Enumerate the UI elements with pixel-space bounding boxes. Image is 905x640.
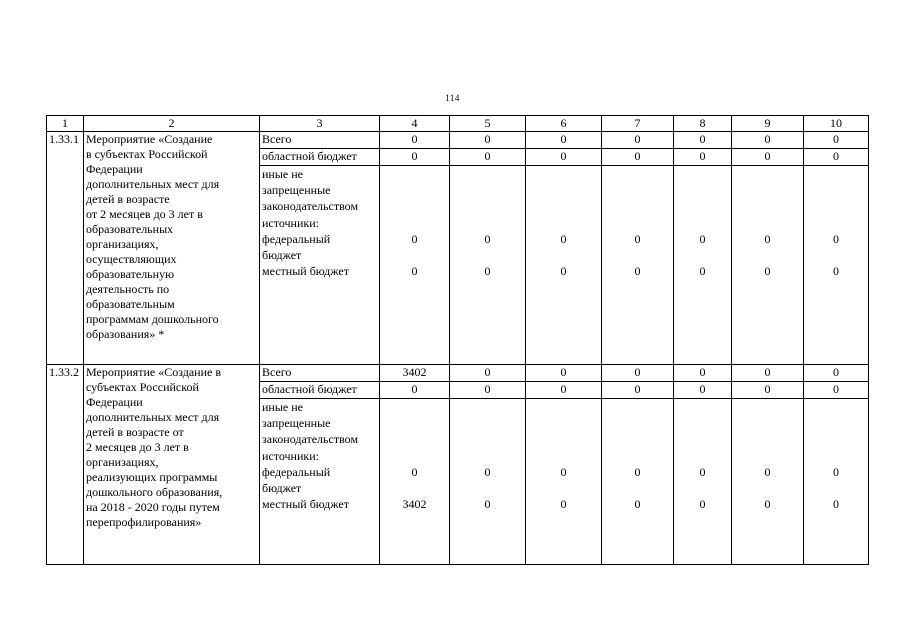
value-cell: 0 [526, 132, 602, 149]
federal-value: 0 [833, 231, 839, 246]
source-label-line: бюджет [262, 481, 302, 496]
federal-value: 0 [634, 464, 641, 479]
value-cell-other [526, 399, 602, 565]
source-label-line: источники: [262, 215, 319, 230]
federal-value: 0 [560, 231, 567, 246]
description-line: 2 месяцев до 3 лет в [86, 440, 189, 454]
value-cell-other [674, 166, 732, 365]
local-value: 3402 [402, 497, 427, 512]
federal-value: 0 [560, 464, 567, 479]
value-cell: 0 [804, 149, 869, 166]
federal-value: 0 [764, 231, 771, 246]
value-cell-other [804, 166, 869, 365]
local-value: 0 [484, 497, 491, 512]
description-line: деятельность по [86, 282, 170, 296]
description-line: организациях, [86, 455, 159, 469]
table-row [47, 365, 869, 382]
source-label-line: бюджет [262, 248, 302, 263]
description-line: на 2018 - 2020 годы путем [86, 500, 220, 514]
federal-value: 0 [764, 464, 771, 479]
header-row [47, 116, 869, 132]
value-cell-other [804, 399, 869, 565]
value-cell-other [732, 166, 804, 365]
value-cell: 0 [450, 132, 526, 149]
description-line: дошкольного образования, [86, 485, 223, 499]
source-label-total: Всего [260, 365, 380, 382]
source-label-other [260, 166, 380, 365]
local-value: 0 [764, 497, 771, 512]
value-cell: 0 [526, 365, 602, 382]
description-line: осуществляющих [86, 252, 177, 266]
column-header: 8 [674, 116, 732, 132]
value-cell-other [526, 166, 602, 365]
description-line: Мероприятие «Создание в [86, 365, 221, 379]
local-value: 0 [484, 264, 491, 279]
source-label-other [260, 399, 380, 565]
source-label-line: законодательством [262, 199, 359, 214]
value-cell-other [674, 399, 732, 565]
value-cell: 0 [804, 365, 869, 382]
source-label-line: федеральный [262, 231, 331, 246]
description-line: образовательную [86, 267, 175, 281]
description-line: Федерации [86, 162, 143, 176]
description-line: организациях, [86, 237, 159, 251]
value-cell: 0 [804, 132, 869, 149]
value-cell: 3402 [380, 365, 450, 382]
local-value: 0 [411, 264, 418, 279]
value-cell: 0 [804, 382, 869, 399]
source-label-regional: областной бюджет [260, 382, 380, 399]
value-cell-other [450, 166, 526, 365]
column-header: 7 [602, 116, 674, 132]
row-description [84, 132, 260, 365]
local-value: 0 [560, 497, 567, 512]
federal-value: 0 [699, 464, 706, 479]
value-cell: 0 [602, 365, 674, 382]
row-code: 1.33.2 [47, 365, 84, 565]
source-label-line: законодательством [262, 432, 359, 447]
local-value: 0 [634, 264, 641, 279]
source-label-line: запрещенные [262, 416, 331, 431]
budget-table [46, 115, 869, 565]
source-label-total: Всего [260, 132, 380, 149]
description-line: Федерации [86, 395, 143, 409]
description-line: детей в возрасте от [86, 425, 184, 439]
value-cell: 0 [732, 365, 804, 382]
local-value: 0 [699, 497, 706, 512]
column-header: 10 [804, 116, 869, 132]
value-cell: 0 [674, 365, 732, 382]
federal-value: 0 [833, 464, 839, 479]
source-label-line: местный бюджет [262, 264, 349, 279]
description-line: программам дошкольного [86, 312, 219, 326]
description-line: образовательным [86, 297, 175, 311]
value-cell: 0 [450, 149, 526, 166]
local-value: 0 [634, 497, 641, 512]
source-label-line: местный бюджет [262, 497, 349, 512]
local-value: 0 [833, 497, 839, 512]
column-header: 9 [732, 116, 804, 132]
column-header: 3 [260, 116, 380, 132]
local-value: 0 [833, 264, 839, 279]
description-line: реализующих программы [86, 470, 218, 484]
value-cell: 0 [450, 365, 526, 382]
source-label-line: иные не [262, 167, 303, 181]
page-number: 114 [445, 93, 460, 103]
value-cell: 0 [602, 132, 674, 149]
federal-value: 0 [699, 231, 706, 246]
row-code: 1.33.1 [47, 132, 84, 365]
source-label-line: федеральный [262, 464, 331, 479]
local-value: 0 [699, 264, 706, 279]
value-cell: 0 [674, 149, 732, 166]
description-line: субъектах Российской [86, 380, 199, 394]
column-header: 4 [380, 116, 450, 132]
description-line: детей в возрасте [86, 192, 170, 206]
value-cell-other [602, 399, 674, 565]
federal-value: 0 [484, 464, 491, 479]
description-line: Мероприятие «Создание [86, 132, 213, 146]
table-row [47, 132, 869, 149]
value-cell: 0 [526, 149, 602, 166]
value-cell: 0 [602, 382, 674, 399]
federal-value: 0 [411, 231, 418, 246]
row-description [84, 365, 260, 565]
value-cell-other [602, 166, 674, 365]
value-cell: 0 [380, 149, 450, 166]
value-cell: 0 [380, 132, 450, 149]
source-label-line: запрещенные [262, 183, 331, 198]
value-cell: 0 [674, 382, 732, 399]
value-cell: 0 [674, 132, 732, 149]
description-line: перепрофилирования» [86, 515, 202, 529]
value-cell: 0 [732, 132, 804, 149]
source-label-line: иные не [262, 400, 303, 414]
local-value: 0 [764, 264, 771, 279]
description-line: дополнительных мест для [86, 410, 220, 424]
source-label-line: источники: [262, 448, 319, 463]
value-cell-other [380, 399, 450, 565]
value-cell-other [732, 399, 804, 565]
value-cell: 0 [450, 382, 526, 399]
value-cell: 0 [732, 382, 804, 399]
value-cell: 0 [380, 382, 450, 399]
value-cell-other [450, 399, 526, 565]
value-cell: 0 [602, 149, 674, 166]
column-header: 6 [526, 116, 602, 132]
federal-value: 0 [411, 464, 418, 479]
value-cell: 0 [526, 382, 602, 399]
column-header: 2 [84, 116, 260, 132]
value-cell: 0 [732, 149, 804, 166]
federal-value: 0 [484, 231, 491, 246]
value-cell-other [380, 166, 450, 365]
federal-value: 0 [634, 231, 641, 246]
source-label-regional: областной бюджет [260, 149, 380, 166]
column-header: 5 [450, 116, 526, 132]
description-line: образовательных [86, 222, 174, 236]
description-line: образования» * [86, 327, 165, 341]
description-line: дополнительных мест для [86, 177, 220, 191]
description-line: в субъектах Российской [86, 147, 208, 161]
description-line: от 2 месяцев до 3 лет в [86, 207, 203, 221]
local-value: 0 [560, 264, 567, 279]
column-header: 1 [47, 116, 84, 132]
